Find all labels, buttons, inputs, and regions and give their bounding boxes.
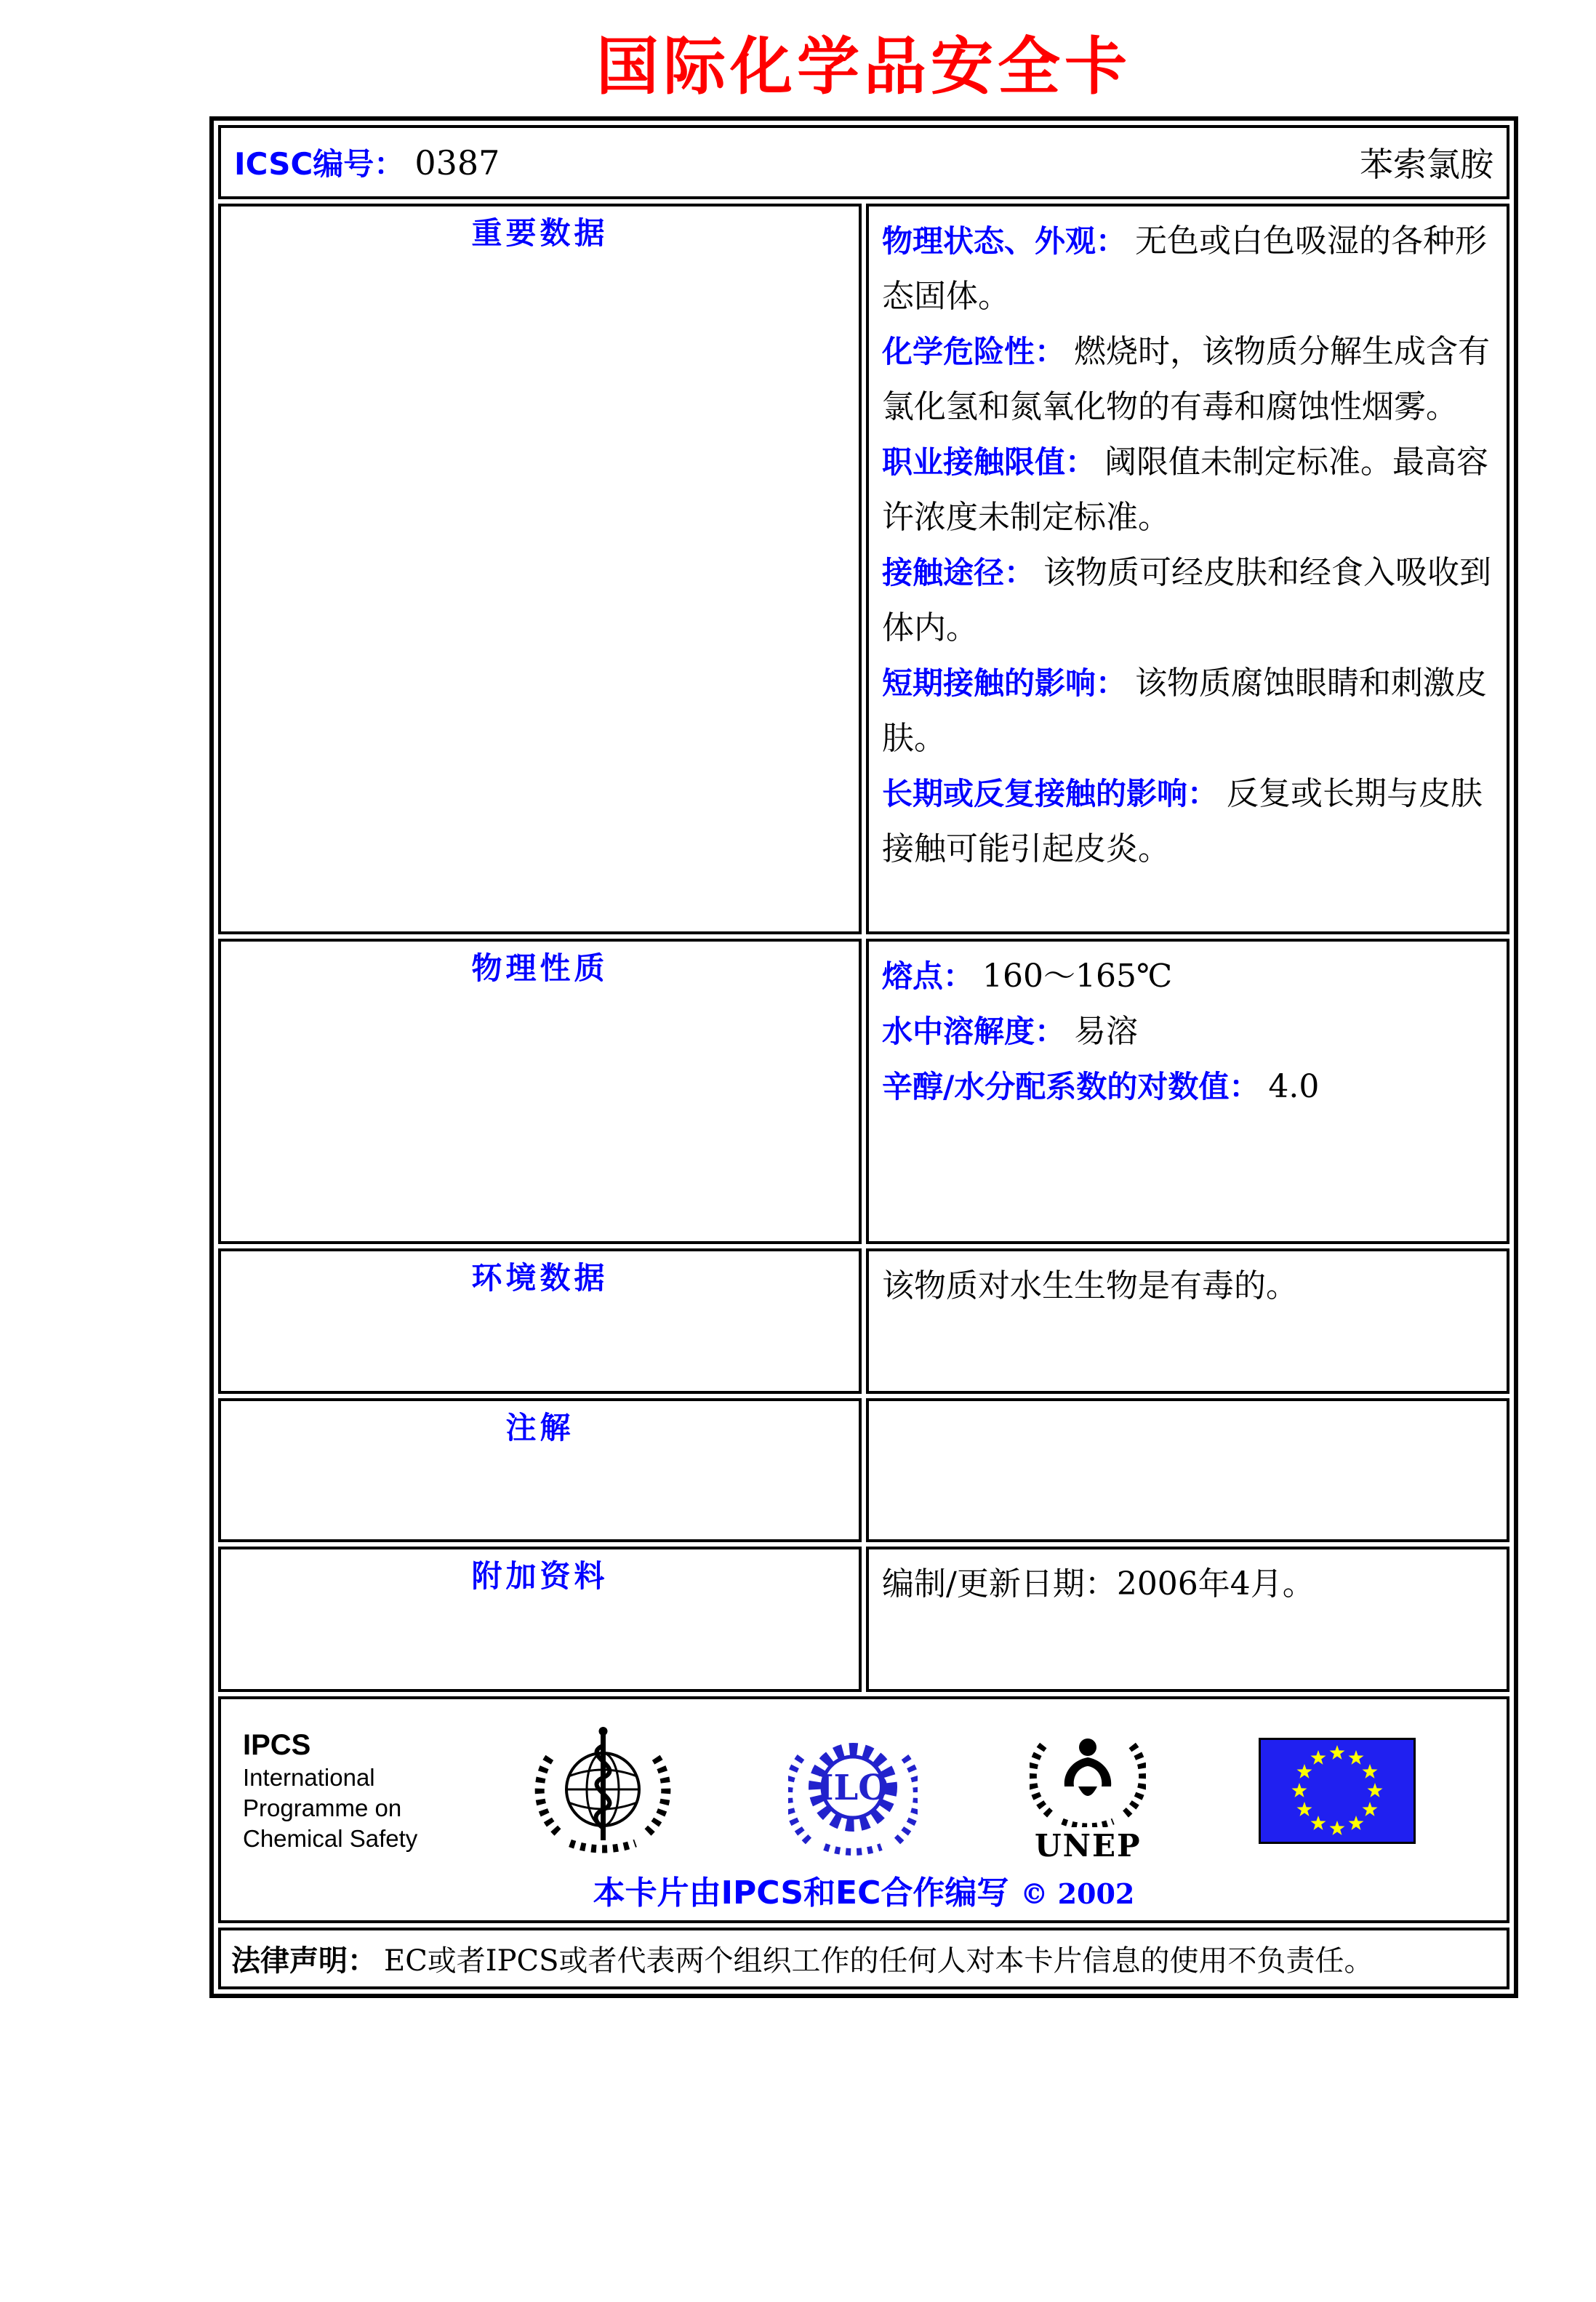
field-occupational-limits xyxy=(882,435,1493,545)
environmental-data-content xyxy=(866,1248,1509,1394)
unep-logo xyxy=(1030,1718,1146,1827)
eu-flag-logo xyxy=(1259,1738,1416,1844)
additional-info-row xyxy=(218,1547,1509,1692)
field-short-term-effects xyxy=(882,656,1493,766)
section-label-environmental-data: 环境数据 xyxy=(218,1248,862,1394)
svg-text:ILO: ILO xyxy=(817,1768,889,1808)
field-partition-coefficient xyxy=(882,1059,1493,1115)
field-value: 该物质对水生生物是有毒的。 xyxy=(882,1267,1298,1304)
icsc-number-label: ICSC编号： xyxy=(234,146,405,182)
field-label: 职业接触限值： xyxy=(882,444,1096,480)
field-label: 短期接触的影响： xyxy=(882,665,1127,701)
additional-info-content xyxy=(866,1547,1509,1692)
header-row xyxy=(218,125,1509,199)
physical-properties-content xyxy=(866,939,1509,1244)
icsc-number-value: 0387 xyxy=(414,143,500,183)
ipcs-title: IPCS xyxy=(243,1729,311,1761)
copyright-text: © 2002 xyxy=(1020,1877,1135,1910)
important-data-content xyxy=(866,204,1509,934)
field-label: 辛醇/水分配系数的对数值： xyxy=(882,1069,1260,1104)
header-cell xyxy=(218,125,1509,199)
field-value: 反复或长期与皮肤接触可能引起皮炎。 xyxy=(882,775,1483,867)
field-value xyxy=(882,1408,1493,1532)
who-logo xyxy=(530,1725,675,1856)
field-label: 物理状态、外观： xyxy=(882,223,1127,259)
field-value: 无色或白色吸湿的各种形态固体。 xyxy=(882,222,1488,315)
physical-properties-row xyxy=(218,939,1509,1244)
safety-card-table xyxy=(209,116,1518,1998)
field-update-date: 编制/更新日期：2006年4月。 xyxy=(882,1565,1315,1603)
field-value: 阈限值未制定标准。最高容许浓度未制定标准。 xyxy=(882,444,1489,536)
credit-line xyxy=(221,1866,1507,1913)
important-data-row xyxy=(218,204,1509,934)
ipcs-line-1: International xyxy=(243,1764,375,1791)
ilo-logo xyxy=(788,1725,918,1857)
field-label: 长期或反复接触的影响： xyxy=(882,776,1219,811)
field-value: 该物质腐蚀眼睛和刺激皮肤。 xyxy=(882,665,1488,757)
field-chemical-danger xyxy=(882,324,1493,435)
field-label: 接触途径： xyxy=(882,555,1035,590)
safety-card-sheet xyxy=(209,0,1518,1998)
environmental-data-row xyxy=(218,1248,1509,1394)
section-label-additional-info: 附加资料 xyxy=(218,1547,862,1692)
legal-label: 法律声明： xyxy=(231,1944,377,1978)
field-label: 化学危险性： xyxy=(882,334,1066,369)
section-label-physical-properties: 物理性质 xyxy=(218,939,862,1244)
credit-text: 本卡片由IPCS和EC合作编写 xyxy=(593,1874,1009,1912)
field-value: 160～165℃ xyxy=(982,958,1173,995)
field-long-term-effects xyxy=(882,766,1493,877)
legal-cell xyxy=(218,1928,1509,1989)
field-label: 水中溶解度： xyxy=(882,1014,1066,1049)
notes-row xyxy=(218,1398,1509,1542)
unep-label: UNEP xyxy=(1034,1828,1142,1864)
field-exposure-routes xyxy=(882,545,1493,656)
section-label-notes: 注解 xyxy=(218,1398,862,1542)
icsc-number-group xyxy=(234,140,500,184)
ipcs-text-block xyxy=(243,1728,417,1854)
legal-text: EC或者IPCS或者代表两个组织工作的任何人对本卡片信息的使用不负责任。 xyxy=(384,1944,1374,1978)
field-label: 熔点： xyxy=(882,958,974,994)
logos-row xyxy=(218,1696,1509,1923)
field-value: 该物质可经皮肤和经食入吸收到体内。 xyxy=(882,554,1492,646)
chemical-name: 苯索氯胺 xyxy=(1360,145,1493,184)
field-physical-state xyxy=(882,214,1493,324)
field-value: 4.0 xyxy=(1268,1068,1320,1105)
notes-content xyxy=(866,1398,1509,1542)
logos-cell xyxy=(218,1696,1509,1923)
field-water-solubility xyxy=(882,1004,1493,1059)
ipcs-line-2: Programme on xyxy=(243,1794,402,1821)
page-title: 国际化学品安全卡 xyxy=(596,31,1131,103)
section-label-important-data: 重要数据 xyxy=(218,204,862,934)
legal-row xyxy=(218,1928,1509,1989)
field-value: 易溶 xyxy=(1074,1013,1139,1050)
ipcs-line-3: Chemical Safety xyxy=(243,1825,418,1852)
field-value: 燃烧时，该物质分解生成含有氯化氢和氮氧化物的有毒和腐蚀性烟雾。 xyxy=(882,333,1491,425)
field-melting-point xyxy=(882,949,1493,1004)
unep-block xyxy=(1030,1718,1146,1864)
